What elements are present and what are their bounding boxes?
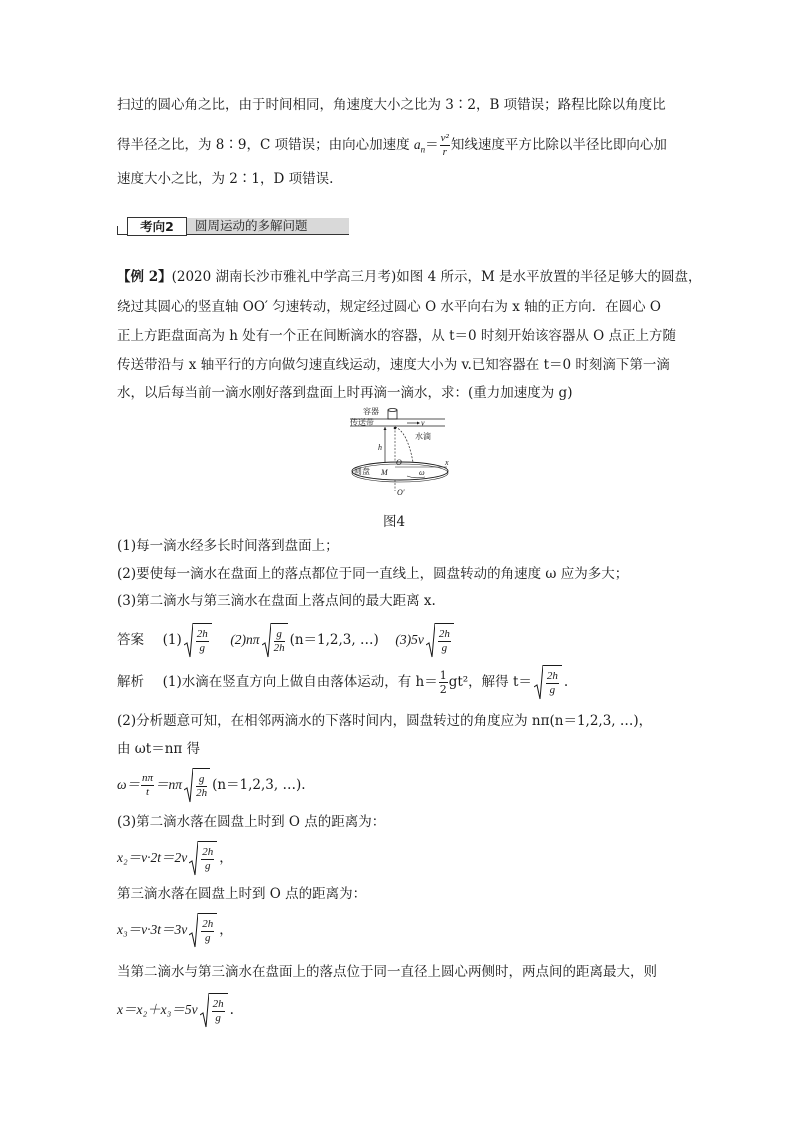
npi-over-t bbox=[141, 773, 154, 798]
answer-3-den: g bbox=[441, 641, 448, 654]
analysis-4-num: 2h bbox=[202, 917, 214, 930]
analysis-3-num: 2h bbox=[202, 845, 214, 858]
section-header bbox=[117, 216, 349, 236]
label-h: h bbox=[378, 443, 382, 452]
section-tag: 考向2 bbox=[127, 217, 187, 236]
analysis-5-end: . bbox=[229, 1002, 234, 1018]
question-3: (3)第二滴水与第三滴水在盘面上落点间的最大距离 x. bbox=[117, 593, 436, 609]
label-drop: 水滴 bbox=[415, 432, 431, 441]
analysis-1-sqrt bbox=[534, 665, 562, 701]
figure-caption: 图4 bbox=[383, 514, 406, 530]
intro-line-1: 扫过的圆心角之比，由于时间相同，角速度大小之比为 3∶2，B 项错误；路程比除以角度比 bbox=[117, 97, 666, 113]
section-title: 圆周运动的多解问题 bbox=[187, 218, 349, 234]
answer-1-num: 2h bbox=[196, 627, 208, 640]
intro-line-2-text-b: 知线速度平方比除以半径比即向心加 bbox=[450, 137, 667, 153]
example-line-5: 水，以后每当前一滴水刚好落到盘面上时再滴一滴水，求：(重力加速度为 g) bbox=[117, 385, 573, 401]
analysis-4-end: ， bbox=[219, 922, 233, 938]
answer-2-num: g bbox=[274, 629, 285, 642]
label-disk: 圆盘 bbox=[354, 467, 370, 476]
analysis-1-end: . bbox=[563, 674, 569, 690]
analysis-3-sqrt bbox=[189, 841, 217, 877]
answer-3-num: 2h bbox=[438, 627, 450, 640]
analysis-4-den: g bbox=[205, 931, 211, 944]
example-line-1-text: (2020 湖南长沙市雅礼中学高三月考)如图 4 所示，M 是水平放置的半径足够大的圆盘， bbox=[171, 269, 702, 285]
analysis-1-den: g bbox=[549, 683, 556, 696]
example-line-4: 传送带沿与 x 轴平行的方向做匀速直线运动，速度大小为 v.已知容器在 t＝0 时刻滴下第一滴 bbox=[117, 357, 670, 373]
analysis-part-5: 当第二滴水与第三滴水在盘面上的落点位于同一直径上圆心两侧时，两点间的距离最大，则 bbox=[117, 964, 657, 980]
analysis-3-den: g bbox=[205, 859, 211, 872]
fraction-numerator: v² bbox=[440, 132, 449, 144]
intro-line-2-text-a: 得半径之比，为 8∶9，C 项错误；由向心加速度 bbox=[117, 137, 414, 153]
answer-label: 答案 bbox=[117, 632, 144, 648]
x2-eq: x₂＝v·2t＝2v bbox=[117, 850, 188, 865]
analysis-part-3b bbox=[117, 838, 233, 878]
equals-sign: ＝ bbox=[425, 137, 439, 153]
analysis-part-4: 第三滴水落在圆盘上时到 O 点的距离为： bbox=[117, 886, 367, 902]
intro-line-2 bbox=[117, 133, 667, 159]
answer-1-prefix: (1) bbox=[162, 632, 182, 648]
answer-1-den: g bbox=[199, 641, 205, 654]
answer-2-prefix: (2)nπ bbox=[230, 632, 260, 647]
npi-eq: ＝nπ bbox=[155, 777, 183, 792]
answer-1-sqrt bbox=[184, 623, 212, 659]
answer-2-sqrt bbox=[262, 623, 288, 659]
half-fraction bbox=[439, 670, 448, 695]
drop-trajectory bbox=[395, 427, 413, 462]
fraction-denominator: r bbox=[442, 146, 447, 158]
analysis-part-2c bbox=[117, 765, 306, 805]
question-2: (2)要使每一滴水在盘面上的落点都位于同一直线上，圆盘转动的角速度 ω 应为多大； bbox=[117, 566, 629, 582]
intro-line-3: 速度大小之比，为 2∶1，D 项错误. bbox=[117, 171, 334, 187]
answer-2-suffix: (n＝1,2,3, …) bbox=[289, 632, 379, 648]
analysis-1-num: 2h bbox=[546, 669, 558, 682]
analysis-2-sqrt bbox=[184, 768, 210, 804]
analysis-5-den: g bbox=[215, 1011, 221, 1024]
analysis-part-4b bbox=[117, 910, 233, 950]
figure-4-diagram bbox=[345, 405, 455, 497]
example-label: 【例 2】 bbox=[117, 269, 172, 285]
analysis-part-5b bbox=[117, 990, 234, 1030]
half-num: 1 bbox=[439, 669, 447, 682]
label-M: M bbox=[381, 468, 388, 477]
label-container: 容器 bbox=[363, 407, 379, 416]
label-x: x bbox=[445, 458, 449, 467]
label-belt: 传送带 bbox=[350, 418, 374, 427]
npi-num: nπ bbox=[142, 772, 154, 784]
answer-2-den: 2h bbox=[273, 641, 285, 654]
accel-subscript: n bbox=[420, 144, 426, 155]
analysis-3-end: ， bbox=[219, 850, 233, 866]
analysis-5-sqrt bbox=[200, 993, 228, 1029]
x3-eq: x₃＝v·3t＝3v bbox=[117, 922, 188, 937]
question-1: (1)每一滴水经多长时间落到盘面上； bbox=[117, 538, 339, 554]
example-line-2: 绕过其圆心的竖直轴 OO′ 匀速转动，规定经过圆心 O 水平向右为 x 轴的正方向．在圆心 O bbox=[117, 299, 661, 315]
analysis-part-1 bbox=[117, 662, 568, 702]
example-line-3: 正上方距盘面高为 h 处有一个正在间断滴水的容器，从 t＝0 时刻开始该容器从 O 点正上方随 bbox=[117, 328, 677, 344]
omega-eq: ω＝ bbox=[117, 777, 141, 792]
npi-den: t bbox=[146, 786, 150, 798]
analysis-2-suffix: (n＝1,2,3, …). bbox=[212, 777, 306, 793]
analysis-1-text-a: (1)水滴在竖直方向上做自由落体运动，有 h＝ bbox=[162, 674, 438, 690]
analysis-1-text-b: gt²，解得 t＝ bbox=[448, 674, 532, 690]
x-eq: x＝x₂＋x₃＝5v bbox=[117, 1002, 198, 1017]
half-den: 2 bbox=[439, 683, 447, 696]
analysis-2-den: 2h bbox=[196, 786, 208, 799]
analysis-5-num: 2h bbox=[212, 997, 224, 1010]
analysis-part-2: (2)分析题意可知，在相邻两滴水的下落时间内，圆盘转过的角度应为 nπ(n＝1,2,3, …)， bbox=[117, 713, 653, 729]
label-Oprime: O′ bbox=[397, 488, 405, 497]
analysis-part-3: (3)第二滴水落在圆盘上时到 O 点的距离为： bbox=[117, 814, 386, 830]
label-v: v bbox=[421, 418, 425, 428]
accel-symbol: a bbox=[413, 137, 421, 152]
v2-over-r-fraction bbox=[440, 133, 450, 158]
example-line-1 bbox=[117, 268, 702, 286]
answer-3-sqrt bbox=[426, 623, 454, 659]
label-O: O bbox=[396, 458, 402, 467]
answer-line bbox=[117, 620, 456, 660]
water-drop-icon bbox=[394, 427, 397, 430]
answer-3-prefix: (3)5v bbox=[395, 632, 424, 647]
analysis-2-num: g bbox=[196, 774, 207, 787]
analysis-4-sqrt bbox=[189, 913, 217, 949]
analysis-part-2b: 由 ωt＝nπ 得 bbox=[117, 741, 201, 757]
label-omega: ω bbox=[419, 468, 425, 477]
analysis-label: 解析 bbox=[117, 674, 144, 690]
